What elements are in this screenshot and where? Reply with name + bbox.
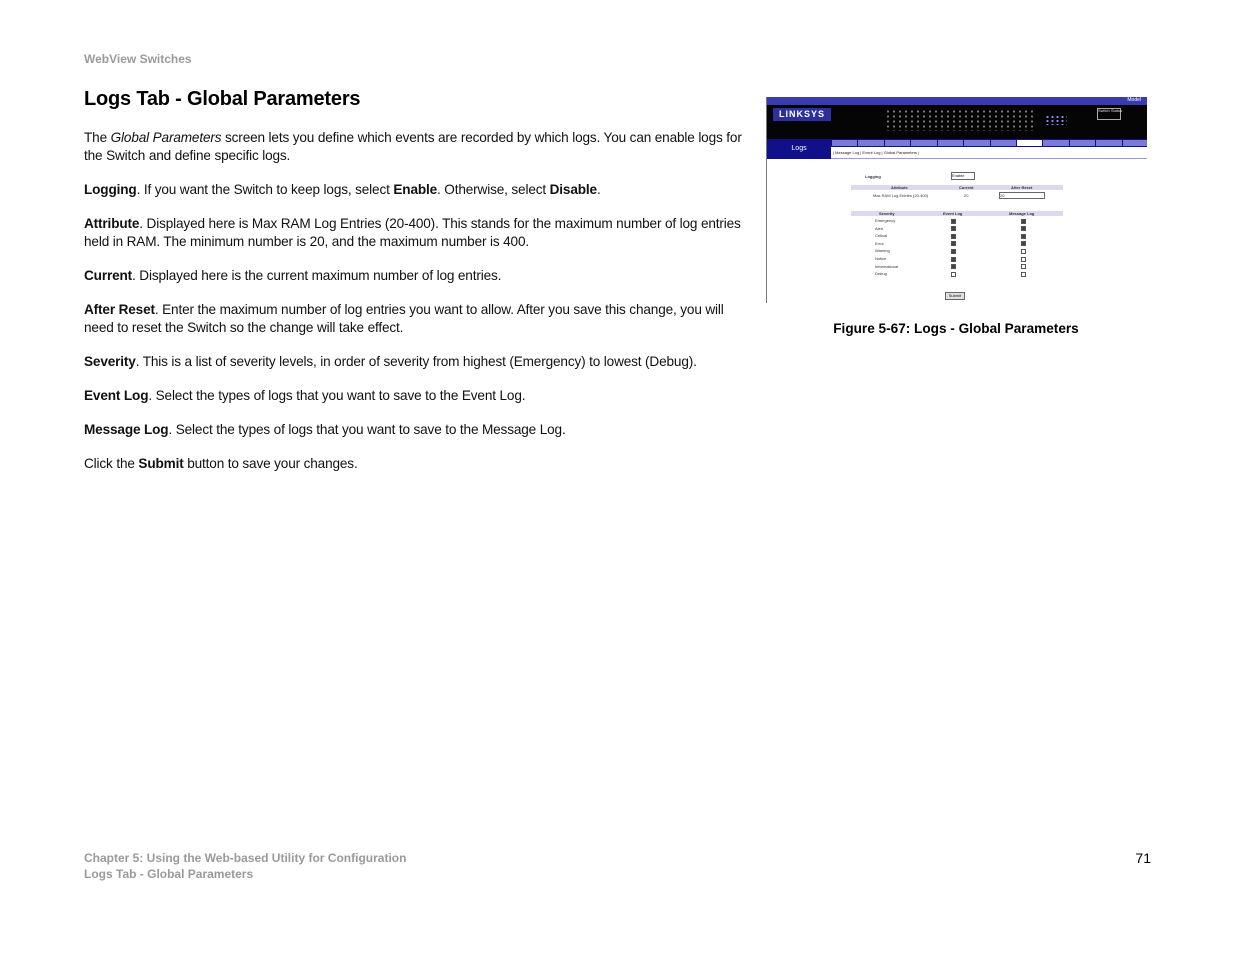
after-reset-paragraph bbox=[84, 301, 756, 337]
text-span: . bbox=[596, 182, 601, 197]
text-span: Click the bbox=[84, 456, 139, 471]
figure-message-checkbox bbox=[1021, 264, 1026, 269]
text-span: screen lets you define which events are recorded by which logs. You can enable logs for the Switch and define specific logs. bbox=[84, 130, 742, 163]
figure-event-checkbox bbox=[951, 226, 956, 231]
term: Submit bbox=[138, 456, 184, 471]
text-span: . Select the types of logs that you want to save to the Message Log. bbox=[168, 422, 566, 437]
figure-event-checkbox bbox=[951, 241, 956, 246]
text-span: . Displayed here is the current maximum number of log entries. bbox=[132, 268, 502, 283]
figure-severity-name: Critical bbox=[875, 233, 888, 239]
attribute-paragraph bbox=[84, 215, 756, 251]
figure-attr-name: Max RAM Log Entries (20-400) bbox=[873, 193, 929, 198]
switch-status-icon bbox=[1097, 108, 1121, 120]
term: Attribute bbox=[84, 216, 140, 231]
term: Event Log bbox=[84, 388, 149, 403]
footer bbox=[84, 850, 406, 882]
term: Message Log bbox=[84, 422, 169, 437]
figure-tab bbox=[991, 140, 1016, 146]
term: Enable bbox=[393, 182, 438, 197]
figure-caption: Figure 5-67: Logs - Global Parameters bbox=[833, 321, 1079, 336]
figure-logging-select: Enable bbox=[951, 172, 975, 180]
figure-tab bbox=[1070, 140, 1095, 146]
figure-message-checkbox bbox=[1021, 257, 1026, 262]
figure-message-checkbox bbox=[1021, 219, 1026, 224]
figure-tab bbox=[964, 140, 989, 146]
figure-message-checkbox bbox=[1021, 234, 1026, 239]
figure-severity-name: Emergency bbox=[875, 218, 896, 223]
text-span: . Enter the maximum number of log entries you want to allow. After you save this change, you will need to reset the Switch so the change will take effect. bbox=[84, 302, 724, 335]
figure-tab bbox=[832, 140, 857, 146]
term: Disable bbox=[549, 182, 597, 197]
figure-message-checkbox bbox=[1021, 226, 1026, 231]
figure-tab bbox=[1096, 140, 1121, 146]
figure-top-bar bbox=[767, 97, 1147, 105]
severity-paragraph bbox=[84, 353, 756, 371]
figure-severity-name: Debug bbox=[875, 271, 887, 277]
figure-event-checkbox bbox=[951, 234, 956, 239]
figure-severity-name: Alert bbox=[875, 225, 884, 231]
figure-tab bbox=[938, 140, 963, 146]
term: Severity bbox=[84, 354, 136, 369]
submit-paragraph bbox=[84, 455, 756, 473]
figure-tab bbox=[1123, 140, 1147, 146]
text-span: The bbox=[84, 130, 111, 145]
figure-tab-bar bbox=[831, 139, 1147, 147]
figure-tab-logs bbox=[1017, 140, 1042, 146]
figure-event-checkbox bbox=[951, 272, 956, 277]
figure-message-checkbox bbox=[1021, 272, 1026, 277]
figure-event-checkbox bbox=[951, 249, 956, 254]
figure-attr-col: Attribute bbox=[891, 185, 908, 190]
page-number: 71 bbox=[1135, 850, 1151, 866]
figure-event-checkbox bbox=[951, 257, 956, 262]
figure-banner bbox=[767, 105, 1147, 139]
figure-severity-name: Notice bbox=[875, 256, 887, 261]
port-status-icon bbox=[885, 109, 1035, 131]
figure-logging-label: Logging bbox=[865, 174, 881, 179]
text-span: button to save your changes. bbox=[183, 456, 358, 471]
figure-severity-col: Severity bbox=[879, 211, 895, 216]
figure-severity-name: Informational bbox=[875, 263, 899, 269]
body-text bbox=[84, 129, 756, 489]
figure-tab bbox=[911, 140, 936, 146]
event-log-paragraph bbox=[84, 387, 756, 405]
figure-after-reset-input: 20 bbox=[999, 192, 1045, 199]
logging-paragraph bbox=[84, 181, 756, 199]
text-span: . This is a list of severity levels, in order of severity from highest (Emergency) to lowest (Debug). bbox=[135, 354, 697, 369]
figure-current-col: Current bbox=[959, 185, 974, 190]
figure-event-checkbox bbox=[951, 264, 956, 269]
page-title: Logs Tab - Global Parameters bbox=[84, 88, 361, 110]
text-span: . Displayed here is Max RAM Log Entries (20-400). This stands for the maximum number of log entries held in RAM. The minimum number is 20, and the maximum number is 400. bbox=[84, 216, 741, 249]
figure-event-col: Event Log bbox=[943, 211, 963, 216]
figure-event-checkbox bbox=[951, 219, 956, 224]
figure-sidebar-logs: Logs bbox=[767, 139, 831, 159]
term: After Reset bbox=[84, 302, 155, 317]
running-header: WebView Switches bbox=[84, 52, 192, 66]
text-span: . If you want the Switch to keep logs, select bbox=[136, 182, 394, 197]
message-log-paragraph bbox=[84, 421, 756, 439]
figure-breadcrumb: | Message Log | Event Log | Global Parameters | bbox=[831, 147, 1147, 159]
intro-paragraph bbox=[84, 129, 756, 165]
term: Current bbox=[84, 268, 133, 283]
linksys-logo: LINKSYS bbox=[773, 108, 831, 121]
emphasis: Global Parameters bbox=[110, 130, 222, 145]
figure-attr-current: 20 bbox=[964, 193, 969, 198]
figure-tab bbox=[858, 140, 883, 146]
figure-message-checkbox bbox=[1021, 241, 1026, 246]
figure-after-reset-col: After Reset bbox=[1011, 185, 1033, 190]
figure-message-checkbox bbox=[1021, 249, 1026, 254]
figure-model-label: Model bbox=[1127, 97, 1141, 103]
uplink-ports-icon bbox=[1045, 115, 1067, 125]
footer-chapter: Chapter 5: Using the Web-based Utility for Configuration bbox=[84, 851, 407, 865]
figure-tab bbox=[885, 140, 910, 146]
text-span: . Otherwise, select bbox=[437, 182, 550, 197]
text-span: . Select the types of logs that you want to save to the Event Log. bbox=[148, 388, 526, 403]
figure-screenshot bbox=[766, 97, 1147, 303]
figure-severity-name: Error bbox=[875, 240, 884, 246]
current-paragraph bbox=[84, 267, 756, 285]
figure-message-col: Message Log bbox=[1009, 211, 1035, 216]
figure-tab bbox=[1043, 140, 1068, 146]
term: Logging bbox=[84, 182, 137, 197]
figure-submit-button: Submit bbox=[945, 292, 965, 300]
switch-status-label: Switch Status bbox=[1098, 108, 1123, 113]
footer-section: Logs Tab - Global Parameters bbox=[84, 867, 254, 881]
figure-severity-name: Warning bbox=[875, 248, 890, 254]
